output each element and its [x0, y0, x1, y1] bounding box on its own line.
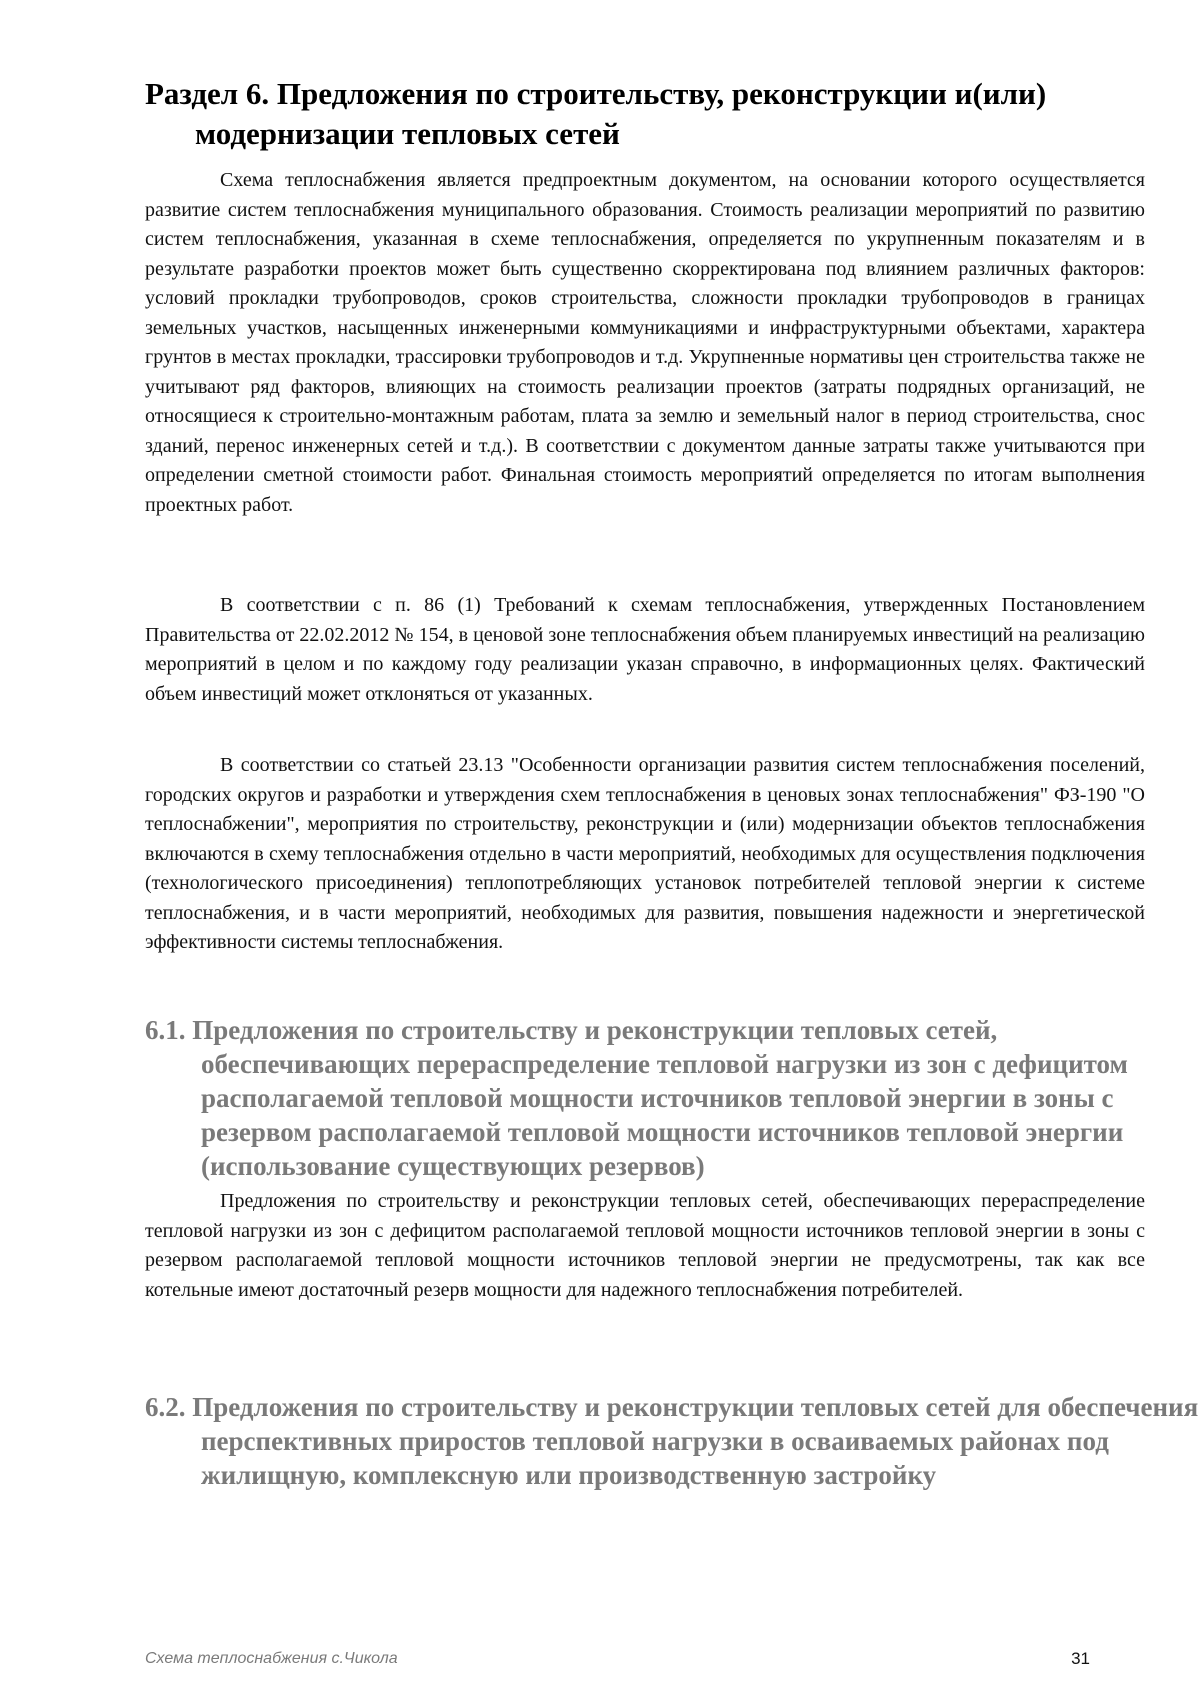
section-title: Раздел 6. Предложения по строительству, реконструкции и(или) модернизации тепловых сетей [145, 76, 1047, 151]
subsection-6-1-paragraph: Предложения по строительству и реконструкции тепловых сетей, обеспечивающих перераспределение тепловой нагрузки из зон с дефицитом располагаемой тепловой мощности источников тепловой энергии в зоны с резервом располагаемой тепловой мощности источников тепловой энергии не предусмотрены, так как все котельные имеют достаточный резерв мощности для надежного теплоснабжения потребителей. [145, 1190, 1145, 1301]
subsection-title-6-1: 6.1. Предложения по строительству и реконструкции тепловых сетей, обеспечивающих перераспределение тепловой нагрузки из зон с дефицитом располагаемой тепловой мощности источников тепловой энергии в зоны с резервом располагаемой тепловой мощности источников тепловой энергии (использование существующих резервов) [145, 1015, 1128, 1181]
paragraph-2: В соответствии с п. 86 (1) Требований к схемам теплоснабжения, утвержденных Постановлением Правительства от 22.02.2012 № 154, в ценовой зоне теплоснабжения объем планируемых инвестиций на реализацию мероприятий в целом и по каждому году реализации указан справочно, в информационных целях. Фактический объем инвестиций может отклоняться от указанных. [145, 594, 1145, 705]
footer-document-name: Схема теплоснабжения с.Чикола [145, 1650, 398, 1667]
footer-page-number: 31 [1071, 1649, 1090, 1668]
paragraph-1: Схема теплоснабжения является предпроектным документом, на основании которого осуществляется развитие систем теплоснабжения муниципального образования. Стоимость реализации мероприятий по развитию систем теплоснабжения, указанная в схеме теплоснабжения, определяется по укрупненным показателям и в результате разработки проектов может быть существенно скорректирована под влиянием различных факторов: условий прокладки трубопроводов, сроков строительства, сложности прокладки трубопроводов в границах земельных участков, насыщенных инженерными коммуникациями и инфраструктурными объектами, характера грунтов в местах прокладки, трассировки трубопроводов и т.д. Укрупненные нормативы цен строительства также не учитывают ряд факторов, влияющих на стоимость реализации проектов (затраты подрядных организаций, не относящиеся к строительно-монтажным работам, плата за землю и земельный налог в период строительства, снос зданий, перенос инженерных сетей и т.д.). В соответствии с документом данные затраты также учитываются при определении сметной стоимости работ. Финальная стоимость мероприятий определяется по итогам выполнения проектных работ. [145, 169, 1145, 516]
subsection-title-6-2: 6.2. Предложения по строительству и реконструкции тепловых сетей для обеспечения перспективных приростов тепловой нагрузки в осваиваемых районах под жилищную, комплексную или производственную застройку [145, 1392, 1199, 1490]
paragraph-3: В соответствии со статьей 23.13 "Особенности организации развития систем теплоснабжения поселений, городских округов и разработки и утверждения схем теплоснабжения в ценовых зонах теплоснабжения" ФЗ-190 "О теплоснабжении", мероприятия по строительству, реконструкции и (или) модернизации объектов теплоснабжения включаются в схему теплоснабжения отдельно в части мероприятий, необходимых для осуществления подключения (технологического присоединения) теплопотребляющих установок потребителей тепловой энергии к системе теплоснабжения, и в части мероприятий, необходимых для развития, повышения надежности и энергетической эффективности системы теплоснабжения. [145, 754, 1145, 953]
